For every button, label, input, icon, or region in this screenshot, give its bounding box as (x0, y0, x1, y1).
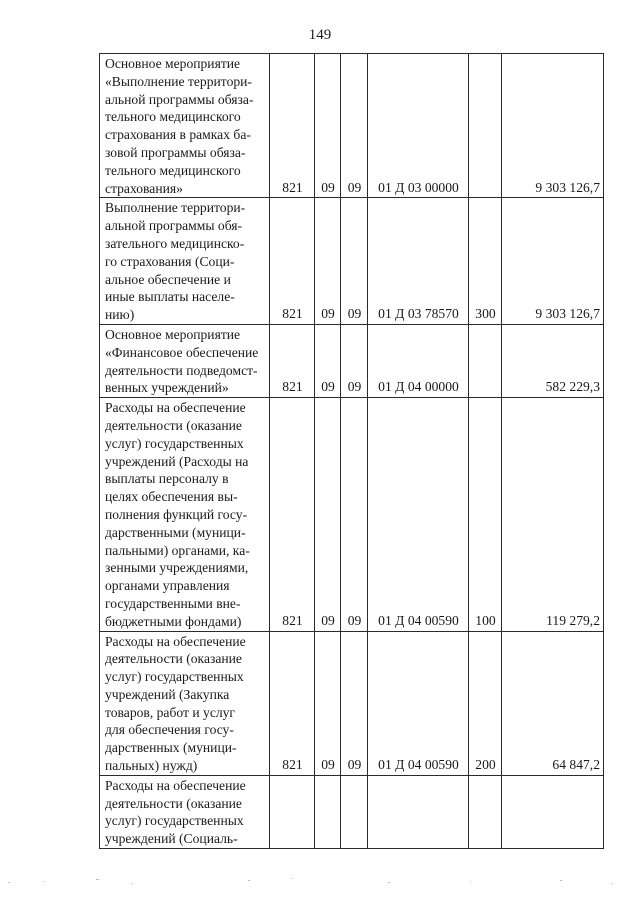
subsection-code: 09 (341, 398, 368, 631)
expense-type-code (469, 324, 502, 397)
expense-type-code: 100 (469, 398, 502, 631)
ministry-code: 821 (270, 54, 315, 198)
row-description: Основное мероприятие «Выполнение территори- альной программы обяза- тельного медицинского страхования в рамках ба- зовой программы обяза- тельного медицинского страхования» (100, 54, 270, 198)
expense-type-code (469, 54, 502, 198)
ministry-code (270, 775, 315, 848)
target-article-code: 01 Д 04 00590 (368, 631, 469, 775)
section-code: 09 (315, 54, 341, 198)
subsection-code (341, 775, 368, 848)
target-article-code (368, 775, 469, 848)
table-row (100, 775, 604, 848)
table-row (100, 324, 604, 397)
table-row (100, 398, 604, 631)
amount: 119 279,2 (502, 398, 604, 631)
target-article-code: 01 Д 03 78570 (368, 198, 469, 325)
section-code: 09 (315, 198, 341, 325)
scan-noise-decoration (0, 876, 640, 888)
section-code (315, 775, 341, 848)
target-article-code: 01 Д 04 00000 (368, 324, 469, 397)
table-row (100, 631, 604, 775)
target-article-code: 01 Д 04 00590 (368, 398, 469, 631)
ministry-code: 821 (270, 398, 315, 631)
row-description: Выполнение территори- альной программы обя- зательного медицинско- го страхования (Соци- альное обеспечение и иные выплаты населе- нию) (100, 198, 270, 325)
section-code: 09 (315, 398, 341, 631)
ministry-code: 821 (270, 324, 315, 397)
section-code: 09 (315, 324, 341, 397)
budget-table (99, 53, 604, 849)
row-description: Расходы на обеспечение деятельности (оказание услуг) государственных учреждений (Социаль- (100, 775, 270, 848)
ministry-code: 821 (270, 198, 315, 325)
amount (502, 775, 604, 848)
section-code: 09 (315, 631, 341, 775)
subsection-code: 09 (341, 324, 368, 397)
table-row (100, 198, 604, 325)
subsection-code: 09 (341, 631, 368, 775)
subsection-code: 09 (341, 54, 368, 198)
ministry-code: 821 (270, 631, 315, 775)
row-description: Основное мероприятие «Финансовое обеспечение деятельности подведомст- венных учреждений» (100, 324, 270, 397)
amount: 64 847,2 (502, 631, 604, 775)
table-row (100, 54, 604, 198)
page-number: 149 (308, 27, 332, 43)
amount: 9 303 126,7 (502, 198, 604, 325)
amount: 582 229,3 (502, 324, 604, 397)
expense-type-code: 200 (469, 631, 502, 775)
row-description: Расходы на обеспечение деятельности (оказание услуг) государственных учреждений (Расходы на выплаты персоналу в целях обеспечения вы- полнения функций госу- дарственными (муници- пальными) органами, ка- зенными учреждениями, органами управления государственными вне- бюджетными фондами) (100, 398, 270, 631)
target-article-code: 01 Д 03 00000 (368, 54, 469, 198)
expense-type-code (469, 775, 502, 848)
row-description: Расходы на обеспечение деятельности (оказание услуг) государственных учреждений (Закупка товаров, работ и услуг для обеспечения госу- дарственных (муници- пальных) нужд) (100, 631, 270, 775)
expense-type-code: 300 (469, 198, 502, 325)
subsection-code: 09 (341, 198, 368, 325)
amount: 9 303 126,7 (502, 54, 604, 198)
